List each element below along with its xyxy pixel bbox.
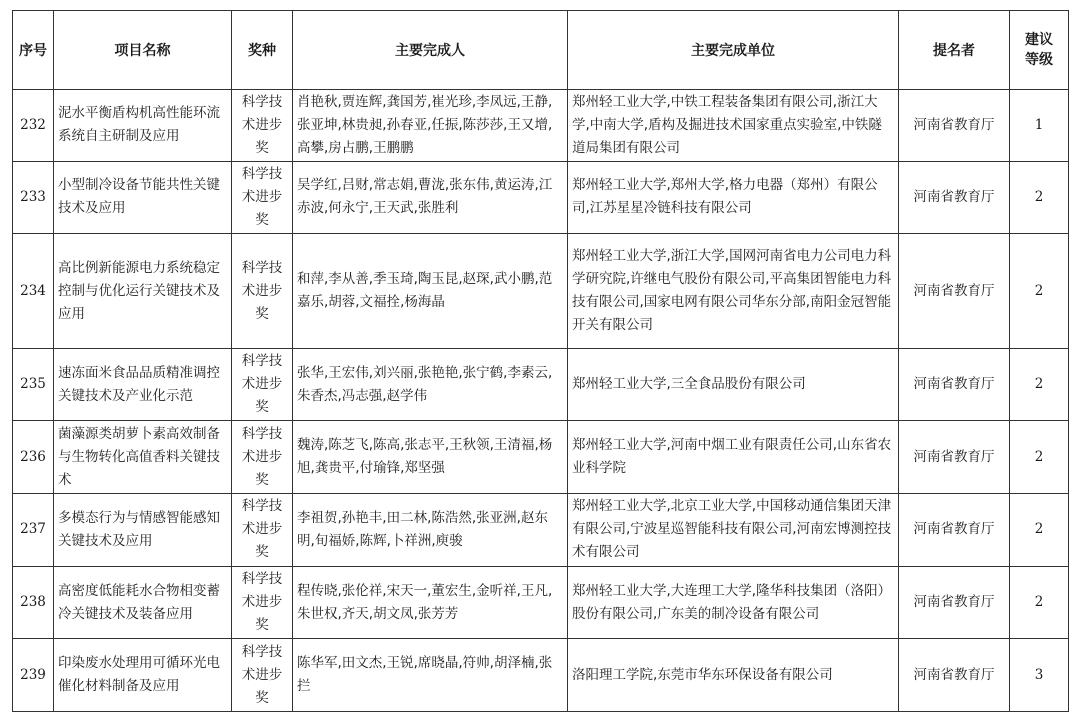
cell-level: 2 [1010,494,1069,567]
cell-award: 科学技术进步奖 [232,421,293,494]
cell-units: 洛阳理工学院,东莞市华东环保设备有限公司 [568,639,899,712]
cell-seq: 238 [13,566,54,639]
cell-award: 科学技术进步奖 [232,639,293,712]
cell-people: 李祖贺,孙艳丰,田二林,陈浩然,张亚洲,赵东明,旬福娇,陈辉,卜祥洲,庾骏 [293,494,568,567]
cell-project: 速冻面米食品品质精准调控关键技术及产业化示范 [54,348,232,421]
cell-units: 郑州轻工业大学,中铁工程装备集团有限公司,浙江大学,中南大学,盾构及掘进技术国家重点实验室,中铁隧道局集团有限公司 [568,90,899,162]
table-row [13,421,1069,494]
header-row [13,11,1069,90]
cell-level: 1 [1010,90,1069,162]
cell-project: 高密度低能耗水合物相变蓄冷关键技术及装备应用 [54,566,232,639]
cell-units: 郑州轻工业大学,郑州大学,格力电器（郑州）有限公司,江苏星星冷链科技有限公司 [568,161,899,234]
header-level-line2: 等级 [1025,52,1053,68]
cell-award: 科学技术进步奖 [232,348,293,421]
table-row [13,348,1069,421]
cell-level: 2 [1010,234,1069,349]
cell-level: 2 [1010,348,1069,421]
cell-seq: 233 [13,161,54,234]
cell-people: 魏涛,陈芝飞,陈高,张志平,王秋领,王清福,杨旭,龚贵平,付瑜锋,郑坚强 [293,421,568,494]
cell-award: 科学技术进步奖 [232,90,293,162]
cell-nominator: 河南省教育厅 [899,234,1010,349]
cell-project: 菌藻源类胡萝卜素高效制备与生物转化高值香料关键技术 [54,421,232,494]
cell-level: 3 [1010,639,1069,712]
cell-project: 泥水平衡盾构机高性能环流系统自主研制及应用 [54,90,232,162]
cell-nominator: 河南省教育厅 [899,494,1010,567]
cell-nominator: 河南省教育厅 [899,161,1010,234]
header-level [1010,11,1069,90]
cell-seq: 235 [13,348,54,421]
cell-units: 郑州轻工业大学,北京工业大学,中国移动通信集团天津有限公司,宁波星巡智能科技有限公司,河南宏博测控技术有限公司 [568,494,899,567]
header-project: 项目名称 [54,11,232,90]
table-row [13,234,1069,349]
header-seq: 序号 [13,11,54,90]
cell-nominator: 河南省教育厅 [899,90,1010,162]
cell-people: 程传晓,张伦祥,宋天一,董宏生,金听祥,王凡,朱世权,齐天,胡文凤,张芳芳 [293,566,568,639]
cell-award: 科学技术进步奖 [232,494,293,567]
cell-level: 2 [1010,566,1069,639]
cell-project: 印染废水处理用可循环光电催化材料制备及应用 [54,639,232,712]
header-level-line1: 建议 [1025,32,1053,48]
cell-people: 和萍,李从善,季玉琦,陶玉昆,赵琛,武小鹏,范嘉乐,胡蓉,文福拴,杨海晶 [293,234,568,349]
cell-seq: 236 [13,421,54,494]
cell-level: 2 [1010,421,1069,494]
cell-nominator: 河南省教育厅 [899,566,1010,639]
cell-units: 郑州轻工业大学,三全食品股份有限公司 [568,348,899,421]
header-people: 主要完成人 [293,11,568,90]
cell-award: 科学技术进步奖 [232,234,293,349]
cell-level: 2 [1010,161,1069,234]
cell-seq: 237 [13,494,54,567]
header-nominator: 提名者 [899,11,1010,90]
table-row [13,90,1069,162]
cell-nominator: 河南省教育厅 [899,639,1010,712]
cell-award: 科学技术进步奖 [232,161,293,234]
awards-table [12,10,1069,712]
cell-people: 陈华军,田文杰,王锐,席晓晶,符帅,胡泽楠,张拦 [293,639,568,712]
table-row [13,161,1069,234]
table-row [13,494,1069,567]
header-award: 奖种 [232,11,293,90]
cell-project: 多模态行为与情感智能感知关键技术及应用 [54,494,232,567]
cell-people: 吴学红,吕财,常志娟,曹泷,张东伟,黄运涛,江赤波,何永宁,王天武,张胜利 [293,161,568,234]
table-row [13,639,1069,712]
cell-people: 张华,王宏伟,刘兴丽,张艳艳,张宁鹤,李素云,朱香杰,冯志强,赵学伟 [293,348,568,421]
cell-project: 小型制冷设备节能共性关键技术及应用 [54,161,232,234]
header-units: 主要完成单位 [568,11,899,90]
cell-units: 郑州轻工业大学,大连理工大学,隆华科技集团（洛阳）股份有限公司,广东美的制冷设备有限公司 [568,566,899,639]
cell-project: 高比例新能源电力系统稳定控制与优化运行关键技术及应用 [54,234,232,349]
cell-seq: 234 [13,234,54,349]
cell-nominator: 河南省教育厅 [899,348,1010,421]
cell-units: 郑州轻工业大学,河南中烟工业有限责任公司,山东省农业科学院 [568,421,899,494]
cell-units: 郑州轻工业大学,浙江大学,国网河南省电力公司电力科学研究院,许继电气股份有限公司,平高集团智能电力科技有限公司,国家电网有限公司华东分部,南阳金冠智能开关有限公司 [568,234,899,349]
cell-people: 肖艳秋,贾连辉,龚国芳,崔光珍,李凤远,王静,张亚坤,林贵昶,孙春亚,任振,陈莎莎,王又增,高攀,房占鹏,王鹏鹏 [293,90,568,162]
cell-nominator: 河南省教育厅 [899,421,1010,494]
cell-award: 科学技术进步奖 [232,566,293,639]
cell-seq: 232 [13,90,54,162]
cell-seq: 239 [13,639,54,712]
table-row [13,566,1069,639]
